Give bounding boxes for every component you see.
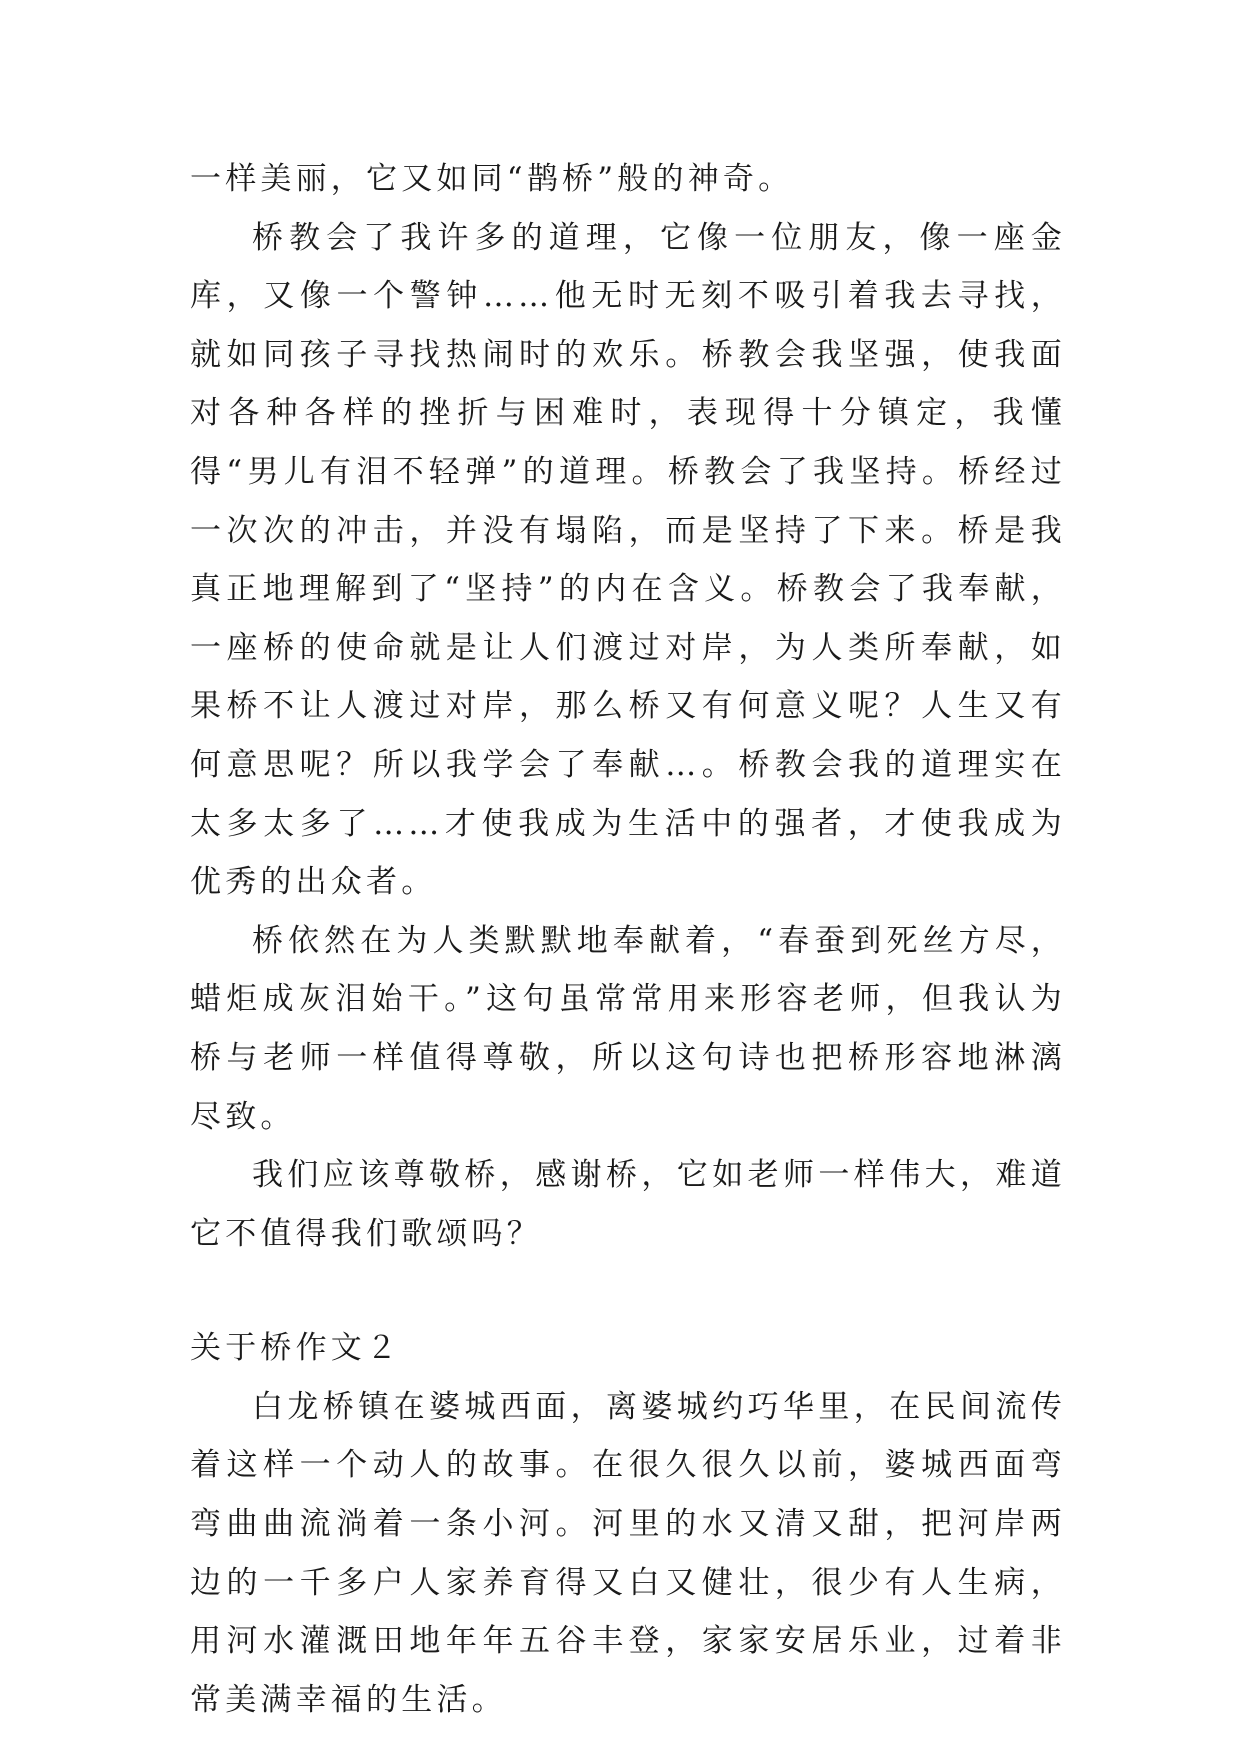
document-body [190, 150, 1066, 1729]
paragraph-lessons: 桥教会了我许多的道理，它像一位朋友，像一座金库，又像一个警钟……他无时无刻不吸引着我去寻找，就如同孩子寻找热闹时的欢乐。桥教会我坚强，使我面对各种各样的挫折与困难时，表现得十分镇定，我懂得“男儿有泪不轻弹”的道理。桥教会了我坚持。桥经过一次次的冲击，并没有塌陷，而是坚持了下来。桥是我真正地理解到了“坚持”的内在含义。桥教会了我奉献，一座桥的使命就是让人们渡过对岸，为人类所奉献，如果桥不让人渡过对岸，那么桥又有何意义呢？人生又有何意思呢？所以我学会了奉献…。桥教会我的道理实在太多太多了……才使我成为生活中的强者，才使我成为优秀的出众者。 [190, 219, 1066, 901]
paragraph-respect: 我们应该尊敬桥，感谢桥，它如老师一样伟大，难道它不值得我们歌颂吗？ [190, 1157, 1066, 1252]
section-heading: 关于桥作文２ [190, 1330, 402, 1367]
paragraph-bailong-story: 白龙桥镇在婆城西面，离婆城约巧华里，在民间流传着这样一个动人的故事。在很久很久以前，婆城西面弯弯曲曲流淌着一条小河。河里的水又清又甜，把河岸两边的一千多户人家养育得又白又健壮，很少有人生病，用河水灌溉田地年年五谷丰登，家家安居乐业，过着非常美满幸福的生活。 [190, 1388, 1066, 1718]
paragraph-dedication: 桥依然在为人类默默地奉献着，“春蚕到死丝方尽，蜡炬成灰泪始干。”这句虽常常用来形容老师，但我认为桥与老师一样值得尊敬，所以这句诗也把桥形容地淋漓尽致。 [190, 922, 1066, 1135]
paragraph-continuation: 一样美丽，它又如同“鹊桥”般的神奇。 [190, 161, 794, 197]
